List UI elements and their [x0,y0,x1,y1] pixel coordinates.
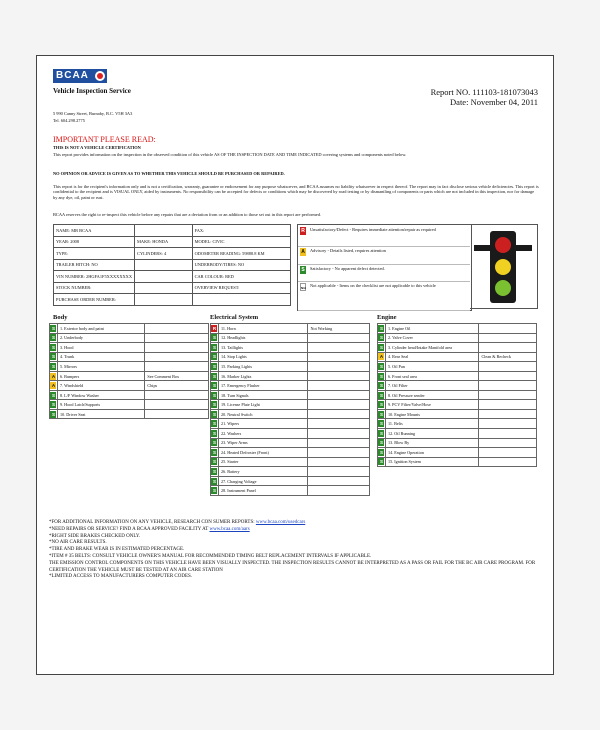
checklist-row [378,390,537,400]
checklist-item-label: 1. Engine Oil [385,324,478,334]
status-badge: S [51,363,55,369]
checklist-row [211,400,370,410]
status-badge: A [51,383,56,389]
aars-link[interactable]: www.bcaa.com/aars [209,526,250,532]
checklist-item-label: 22. Washers [218,429,307,439]
checklist-item-label: 1. Exterior body and paint [57,324,144,334]
checklist-item-note [479,438,537,448]
checklist-item-note [308,467,370,477]
checklist-row [50,362,209,372]
checklist-row [211,343,370,353]
vehicle-info-cell [135,225,193,237]
status-badge: S [51,335,55,341]
vehicle-info-cell: UNDERBODY/TIRES: NO [192,259,290,271]
checklist-item-label: 24. Heated Defroster (Front) [218,448,307,458]
vehicle-info-row [54,225,291,237]
status-badge: S [212,335,216,341]
checklist-item-note [479,429,537,439]
checklist-item-label: 5. Mirrors [57,362,144,372]
checklist-row [378,457,537,467]
checklist-item-label: 3. Hood [57,343,144,353]
vehicle-info-cell: TRAILER HITCH: NO [54,259,135,271]
status-badge: S [212,392,216,398]
checklist-row [378,371,537,381]
checklist-item-label: 4. Rear Seal [385,352,478,362]
checklist-item-note [145,352,209,362]
vehicle-info-cell: CYLINDERS: 4 [135,248,193,260]
checklist-item-note [308,381,370,391]
checklist-row [211,324,370,334]
checklist-item-label: 12. Headlights [218,333,307,343]
legend-item [298,264,470,282]
legend-text: Satisfactory - No apparent defect detected. [310,266,385,271]
checklist-item-label: 13. Taillights [218,343,307,353]
legend-text: Advisory - Details listed, requires attention [310,248,386,253]
vehicle-info-table [53,224,291,306]
checklist-item-note [479,324,537,334]
checklist-row [50,390,209,400]
footnote-repairs: *NEED REPAIRS OR SERVICE? FIND A BCAA APPROVED FACILITY AT www.bcaa.com/aars [49,526,250,532]
vehicle-info-cell: MAKE: HONDA [135,236,193,248]
status-badge: S [379,459,383,465]
checklist-item-label: 4. Trunk [57,352,144,362]
status-badge: S [212,430,216,436]
checklist-row [211,362,370,372]
status-badge: R [212,325,217,331]
vehicle-info-cell: NAME: MR BCAA [54,225,135,237]
checklist-item-label: 10. Driver Seat [57,409,144,419]
tel-line: Tel. 604.298.2775 [53,118,85,123]
used-cars-link[interactable]: www.bcaa.com/usedcars [255,520,306,525]
not-certification-line: THIS IS NOT A VEHICLE CERTIFICATION [53,145,141,150]
checklist-row [50,324,209,334]
checklist-item-note [308,352,370,362]
vehicle-info-cell [135,282,193,294]
checklist-item-note [308,438,370,448]
checklist-item-note [479,390,537,400]
status-badge: S [212,402,216,408]
status-badge: S [212,488,216,494]
vehicle-info-row [54,248,291,260]
status-badge: S [51,392,55,398]
checklist-row [378,438,537,448]
checklist-item-note: Clean & Recheck [479,352,537,362]
checklist-row [378,419,537,429]
status-badge: S [212,344,216,350]
address-line: 5 990 Canny Street, Burnaby, B.C. V5H 3A3 [53,111,133,116]
checklist-row [378,400,537,410]
vehicle-info-cell: OVERVIEW REQUEST: [192,282,290,294]
checklist-item-note [479,400,537,410]
vehicle-info-cell: CAR COLOUR: RED [192,271,290,283]
checklist-item-note [479,448,537,458]
checklist-row [378,324,537,334]
checklist-item-note [479,419,537,429]
checklist-row [211,438,370,448]
checklist-item-note [308,409,370,419]
checklist-row [211,390,370,400]
checklist-item-label: 15. Ignition System [385,457,478,467]
status-badge: S [51,354,55,360]
footnote-belts: *ITEM # 35 BELTS: CONSULT VEHICLE OWNER'S MANUAL FOR RECOMMENDED TIMING BELT REPLACEMENT INTERVALS IF APPLICABLE. [49,553,372,559]
checklist-item-note [145,343,209,353]
checklist-item-label: 9. Hood Latch/Supports [57,400,144,410]
checklist-row [378,343,537,353]
status-badge: S [212,354,216,360]
checklist-row [50,343,209,353]
checklist-row [50,352,209,362]
checklist-item-label: 14. Stop Lights [218,352,307,362]
report-date: Date: November 04, 2011 [450,97,538,107]
status-badge: S [212,411,216,417]
checklist-item-note [308,362,370,372]
electrical-checklist [210,323,370,496]
checklist-item-note [308,429,370,439]
checklist-item-note: Not Working [308,324,370,334]
status-badge: S [51,344,55,350]
checklist-item-note [308,419,370,429]
status-badge: S [379,344,383,350]
checklist-item-note: Chips [145,381,209,391]
status-badge: A [379,354,384,360]
checklist-item-label: 14. Engine Operation [385,448,478,458]
status-badge: S [212,383,216,389]
vehicle-info-row [54,259,291,271]
legend-swatch: N/A [300,283,306,291]
vehicle-info-row [54,236,291,248]
inspection-report-page [36,55,554,675]
vehicle-info-cell: ODOMETER READING: 59888.8 KM [192,248,290,260]
checklist-row [211,352,370,362]
checklist-row [211,429,370,439]
checklist-item-label: 11. Belts [385,419,478,429]
legend-swatch: A [301,249,305,255]
vehicle-info-cell [135,271,193,283]
engine-checklist [377,323,537,467]
checklist-row [50,333,209,343]
status-badge: S [212,468,216,474]
checklist-row [50,381,209,391]
vehicle-info-row [54,282,291,294]
status-badge: S [379,421,383,427]
footnote-consumer-reports: *FOR ADDITIONAL INFORMATION ON ANY VEHICLE, RESEARCH CON SUMER REPORTS: www.bcaa.com/usedcars [49,520,306,525]
checklist-item-note [145,324,209,334]
status-badge: S [51,411,55,417]
checklist-item-label: 26. Battery [218,467,307,477]
checklist-item-note [308,390,370,400]
checklist-item-label: 2. Underbody [57,333,144,343]
checklist-item-label: 6. Front seal area [385,371,478,381]
checklist-item-note [308,400,370,410]
vehicle-info-cell: PURCHASE ORDER NUMBER: [54,294,135,306]
status-badge: S [212,478,216,484]
checklist-row [211,467,370,477]
checklist-item-label: 18. Turn Signals [218,390,307,400]
checklist-item-label: 15. Parking Lights [218,362,307,372]
traffic-light-icon [470,225,536,308]
checklist-item-note [479,371,537,381]
status-badge: S [379,363,383,369]
checklist-item-note [145,333,209,343]
status-badge: S [379,383,383,389]
checklist-item-label: 7. Windshield [57,381,144,391]
status-badge: S [379,440,383,446]
checklist-item-note [479,381,537,391]
legend-text: Not applicable - Items on the checklist are not applicable to this vehicle [310,283,436,288]
checklist-item-label: 9. PCV Filter/Valve/Hose [385,400,478,410]
footnote-air-care: *NO AIR CARE RESULTS. [49,540,107,546]
body-section-title: Body [53,314,68,321]
checklist-row [211,476,370,486]
checklist-item-label: 12. Oil Running [385,429,478,439]
status-badge: S [379,392,383,398]
checklist-item-note [479,457,537,467]
footnote-computer-codes: *LIMITED ACCESS TO MANUFACTURERS COMPUTER CODES. [49,574,193,580]
checklist-item-note: See Comment Box [145,371,209,381]
footnote-emission: THE EMISSION CONTROL COMPONENTS ON THIS VEHICLE HAVE BEEN VISUALLY INSPECTED. THE INSPECTION RESULTS CANNOT BE INTERPRETED AS A PASS OR FAIL FOR THE BC AIR CARE PROGRAM. FOR CERTIFICATION THE VEHICLE MUST BE TESTED AT AN AIR CARE STATION [49,560,536,573]
vehicle-info-cell [192,294,290,306]
bcaa-logo: BCAA [53,69,107,83]
checklist-row [211,381,370,391]
checklist-item-label: 16. Marker Lights [218,371,307,381]
status-badge: S [379,449,383,455]
electrical-section-title: Electrical System [210,314,259,321]
vehicle-info-cell: STOCK NUMBER: [54,282,135,294]
status-badge: S [379,411,383,417]
status-badge: S [212,363,216,369]
no-opinion-line: NO OPINION OR ADVICE IS GIVEN AS TO WHETHER THIS VEHICLE SHOULD BE PURCHASED OR REPAIRED. [53,171,285,176]
checklist-item-label: 17. Emergency Flasher [218,381,307,391]
checklist-row [378,381,537,391]
legend-item [298,281,470,311]
checklist-row [378,333,537,343]
checklist-item-label: 10. Engine Mounts [385,409,478,419]
checklist-row [50,409,209,419]
checklist-item-label: 8. Oil Pressure sender [385,390,478,400]
checklist-item-note [308,457,370,467]
checklist-item-note [145,390,209,400]
status-badge: S [379,325,383,331]
checklist-item-label: 6. Bumpers [57,371,144,381]
checklist-row [211,371,370,381]
checklist-item-note [479,343,537,353]
vehicle-info-cell: VIN NUMBER: 2HGFA1F5XXXXXXXX [54,271,135,283]
checklist-item-label: 13. Blow By [385,438,478,448]
legend-swatch: R [301,228,305,234]
engine-section-title: Engine [377,314,397,321]
checklist-item-note [145,400,209,410]
checklist-item-label: 2. Valve Cover [385,333,478,343]
checklist-row [378,362,537,372]
status-badge: S [379,430,383,436]
important-heading: IMPORTANT PLEASE READ: [53,135,156,144]
body-checklist [49,323,209,419]
important-para-2: This report is for the recipient's information only and is not a certification, warranty, guarantee or endorsement for any purpose whatsoever, and BCAA assumes no liability whatsoever in respect thereof. The report may in fact disclose serious vehicle deficiencies. This report is confidential to the recipient and is VISUAL ONLY, aided by instruments. No responsibility can be accepted for defects or conditions which may be discovered by road testing or by dismantling of components or parts which are not included in this inspection, nor for damage by any dye, oil, paint or rust. [53,184,539,200]
checklist-item-label: 21. Wipers [218,419,307,429]
service-title: Vehicle Inspection Service [53,87,131,95]
status-badge: S [212,440,216,446]
footnote-brakes: *RIGHT SIDE BRAKES CHECKED ONLY. [49,533,141,539]
vehicle-info-cell [135,294,193,306]
checklist-item-label: 27. Charging Voltage [218,476,307,486]
checklist-item-label: 20. Neutral Switch [218,409,307,419]
checklist-item-note [479,333,537,343]
vehicle-info-row [54,294,291,306]
checklist-item-label: 19. License Plate Light [218,400,307,410]
checklist-row [211,457,370,467]
status-badge: S [51,402,55,408]
footnote-tire-wear: *TIRE AND BRAKE WEAR IS IN ESTIMATED PERCENTAGE. [49,547,185,553]
legend-text: Unsatisfactory/Defect - Requires immediate attention/repair as required [310,227,436,232]
status-badge: S [212,459,216,465]
checklist-item-note [308,448,370,458]
checklist-item-label: 7. Oil Filter [385,381,478,391]
vehicle-info-cell: FAX: [192,225,290,237]
checklist-row [378,409,537,419]
status-badge: S [51,325,55,331]
vehicle-info-cell: TYPE: [54,248,135,260]
status-badge: S [212,421,216,427]
checklist-row [50,400,209,410]
checklist-item-note [308,333,370,343]
status-badge: S [379,373,383,379]
checklist-item-label: 11. Horn [218,324,307,334]
vehicle-info-row [54,271,291,283]
checklist-item-note [145,362,209,372]
traffic-light-panel [470,224,538,309]
checklist-item-note [479,409,537,419]
important-para-3: BCAA reserves the right to re-inspect this vehicle before any repairs that are a deviation from or an addition to those set out in this report are performed. [53,212,321,217]
checklist-item-label: 23. Wiper Arms [218,438,307,448]
report-number: Report NO. 111103-181073043 [430,87,538,97]
checklist-row [211,333,370,343]
checklist-row [211,409,370,419]
checklist-item-note [308,476,370,486]
vehicle-info-cell: YEAR: 2008 [54,236,135,248]
checklist-item-note [308,371,370,381]
legend-item [298,246,470,265]
checklist-item-note [479,362,537,372]
status-badge: A [51,373,56,379]
checklist-item-note [308,343,370,353]
status-badge: S [212,373,216,379]
checklist-item-label: 25. Starter [218,457,307,467]
checklist-row [378,448,537,458]
checklist-row [378,352,537,362]
checklist-item-label: 3. Cylinder head/Intake Manifold area [385,343,478,353]
status-badge: S [379,402,383,408]
checklist-item-label: 8. L/F Window Washer [57,390,144,400]
checklist-item-note [145,409,209,419]
checklist-row [211,448,370,458]
legend-box [297,224,472,311]
footnotes [49,520,541,581]
legend-item [298,225,470,247]
legend-swatch: S [301,267,305,273]
checklist-row [378,429,537,439]
status-badge: S [212,449,216,455]
checklist-item-note [308,486,370,496]
checklist-item-label: 28. Instrument Panel [218,486,307,496]
checklist-row [211,486,370,496]
vehicle-info-cell: MODEL: CIVIC [192,236,290,248]
checklist-row [50,371,209,381]
status-badge: S [379,335,383,341]
checklist-row [211,419,370,429]
important-para-1: This report provides information on the inspection in the observed condition of this vehicle AS OF THE INSPECTION DATE AND TIME INDICATED covering systems and components noted below. [53,152,407,157]
checklist-item-label: 5. Oil Pan [385,362,478,372]
vehicle-info-cell [135,259,193,271]
